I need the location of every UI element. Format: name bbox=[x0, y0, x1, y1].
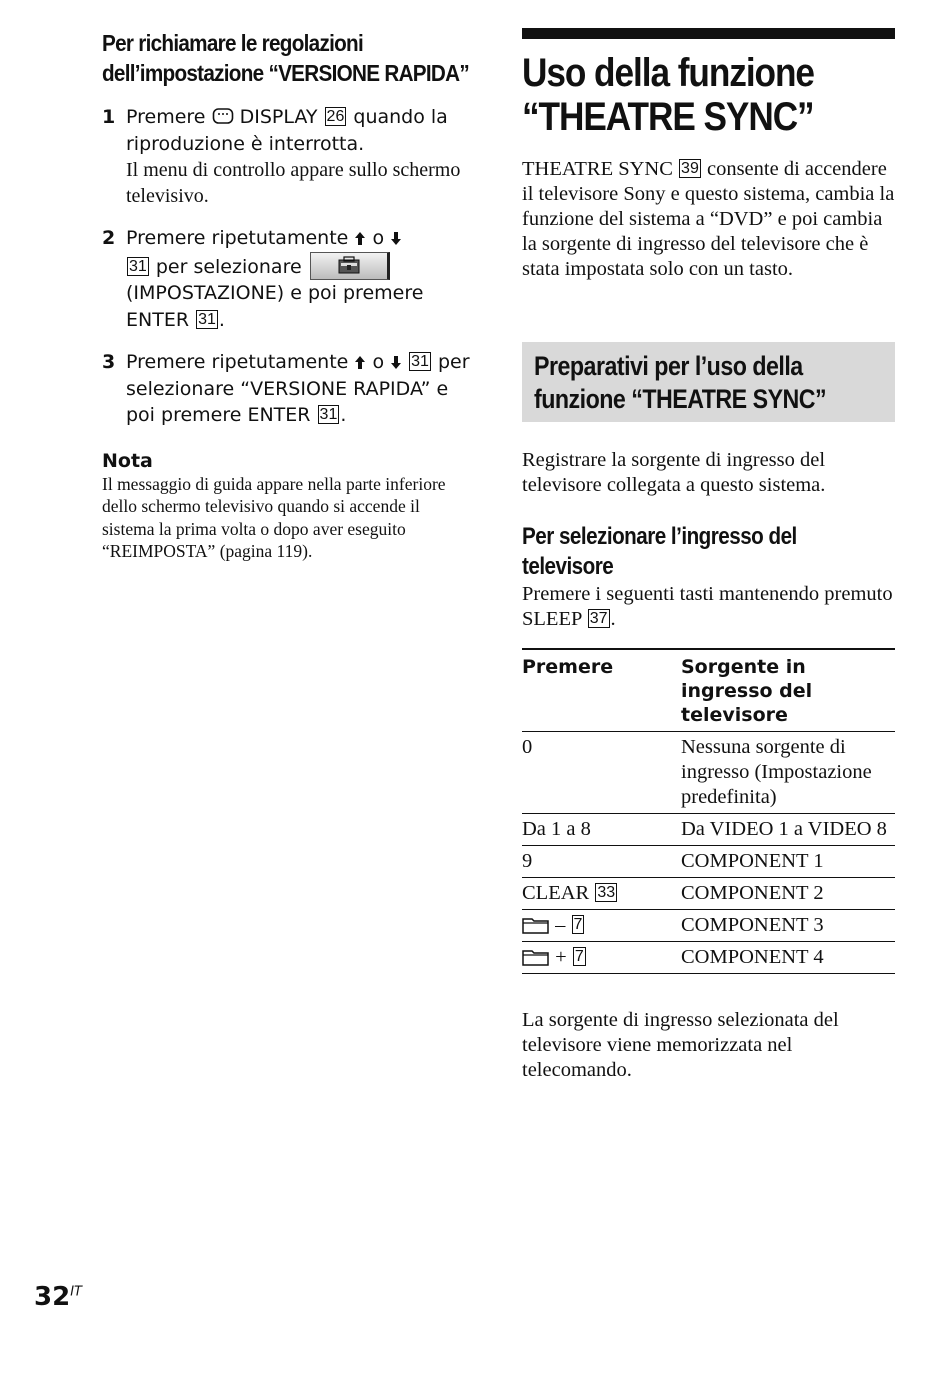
step-1 bbox=[102, 104, 474, 209]
key-number-badge: 31 bbox=[129, 257, 147, 275]
punctuation: . bbox=[610, 608, 616, 630]
step-text: o bbox=[372, 227, 385, 249]
section-heading-quick-setup bbox=[102, 28, 471, 88]
press-cell: Da 1 a 8 bbox=[522, 814, 681, 846]
press-text: CLEAR bbox=[522, 882, 590, 904]
press-sign: – bbox=[555, 914, 566, 936]
note-heading: Nota bbox=[102, 449, 153, 472]
arrow-down-icon bbox=[390, 231, 402, 246]
page-title bbox=[522, 51, 900, 139]
key-number-badge: 37 bbox=[589, 610, 608, 627]
step-text: quando la riproduzione è interrotta. bbox=[126, 106, 448, 155]
step-text: DISPLAY bbox=[239, 106, 318, 128]
heading-line: dell’impostazione “VERSIONE RAPIDA” bbox=[102, 60, 470, 86]
page-number-value: 32 bbox=[34, 1282, 71, 1312]
sleep-text: Premere i seguenti tasti mantenendo premuto SLEEP bbox=[522, 583, 893, 630]
step-number: 3 bbox=[102, 351, 116, 373]
steps-list bbox=[102, 104, 474, 429]
step-number: 1 bbox=[102, 106, 116, 128]
title-line: Uso della funzione bbox=[522, 51, 814, 95]
table-row bbox=[522, 910, 895, 942]
arrow-down-icon bbox=[390, 355, 402, 370]
section-heading bbox=[534, 350, 895, 416]
key-number-badge: 31 bbox=[411, 353, 429, 370]
step-text: (IMPOSTAZIONE) e poi premere ENTER bbox=[126, 282, 424, 331]
folder-icon bbox=[522, 948, 550, 966]
step-text: Premere ripetutamente bbox=[126, 227, 349, 249]
column-header-source: Sorgente in ingresso del televisore bbox=[681, 649, 895, 732]
section-top-rule bbox=[522, 28, 895, 39]
source-cell: COMPONENT 2 bbox=[681, 878, 895, 910]
step-3 bbox=[102, 349, 474, 429]
press-sign: + bbox=[555, 946, 567, 968]
key-number-badge: 39 bbox=[681, 160, 699, 177]
punctuation: . bbox=[218, 308, 225, 331]
key-number-badge: 31 bbox=[198, 310, 216, 328]
key-number-badge: 7 bbox=[573, 916, 583, 933]
source-cell: COMPONENT 3 bbox=[681, 910, 895, 942]
table-header-row bbox=[522, 649, 895, 732]
page-number bbox=[34, 1282, 82, 1312]
table-row bbox=[522, 732, 895, 814]
left-column bbox=[102, 28, 474, 563]
arrow-up-icon bbox=[354, 231, 366, 246]
intro-text: consente di accendere il televisore Sony e questo sistema, cambia la funzione del sistema a “DVD” e poi cambia la sorgente di ingresso del televisore che è stata impostata solo con un tasto. bbox=[522, 158, 895, 280]
press-cell: 9 bbox=[522, 846, 681, 878]
table-row bbox=[522, 846, 895, 878]
key-number-badge: 33 bbox=[597, 884, 616, 901]
sleep-paragraph bbox=[522, 582, 895, 632]
table-row bbox=[522, 942, 895, 974]
key-number-badge: 31 bbox=[319, 406, 338, 423]
step-text: o bbox=[372, 351, 385, 373]
step-text: Premere bbox=[126, 106, 206, 128]
intro-paragraph bbox=[522, 157, 895, 282]
step-sub-text: Il menu di controllo appare sullo schermo televisivo. bbox=[126, 159, 461, 207]
source-cell: Da VIDEO 1 a VIDEO 8 bbox=[681, 814, 895, 846]
section-heading-box bbox=[522, 342, 895, 422]
title-line: “THEATRE SYNC” bbox=[522, 95, 814, 139]
source-cell: COMPONENT 1 bbox=[681, 846, 895, 878]
footer-paragraph: La sorgente di ingresso selezionata del televisore viene memorizzata nel telecomando. bbox=[522, 1009, 839, 1081]
arrow-up-icon bbox=[354, 355, 366, 370]
heading-line: televisore bbox=[522, 553, 614, 580]
key-number-badge: 7 bbox=[574, 948, 584, 965]
step-text: per selezionare bbox=[155, 255, 302, 278]
right-column bbox=[522, 28, 895, 1083]
press-cell bbox=[522, 942, 681, 974]
step-text: per selezionare “VERSIONE RAPIDA” e poi premere ENTER bbox=[126, 351, 470, 426]
table-row bbox=[522, 814, 895, 846]
source-cell: COMPONENT 4 bbox=[681, 942, 895, 974]
sub-heading bbox=[522, 522, 883, 582]
source-cell: Nessuna sorgente di ingresso (Impostazione predefinita) bbox=[681, 732, 895, 814]
press-cell: 0 bbox=[522, 732, 681, 814]
step-2 bbox=[102, 225, 474, 333]
heading-line: Preparativi per l’uso della bbox=[534, 351, 803, 381]
note-text: Il messaggio di guida appare nella parte inferiore dello schermo televisivo quando si accende il sistema la prima volta o dopo aver eseguito “REIMPOSTA” (pagina 119). bbox=[102, 473, 446, 561]
punctuation: . bbox=[340, 404, 347, 426]
intro-text: THEATRE SYNC bbox=[522, 158, 673, 180]
heading-line: Per selezionare l’ingresso del bbox=[522, 523, 797, 550]
folder-icon bbox=[522, 916, 550, 934]
input-source-table bbox=[522, 648, 895, 974]
display-icon bbox=[212, 107, 234, 125]
column-header-press: Premere bbox=[522, 649, 681, 732]
key-number-badge: 26 bbox=[326, 108, 345, 125]
heading-line: Per richiamare le regolazioni bbox=[102, 30, 363, 56]
heading-line: funzione “THEATRE SYNC” bbox=[534, 384, 827, 414]
step-number: 2 bbox=[102, 227, 116, 249]
press-cell bbox=[522, 910, 681, 942]
table-row bbox=[522, 878, 895, 910]
page-language-suffix: IT bbox=[70, 1284, 82, 1300]
step-text: Premere ripetutamente bbox=[126, 351, 349, 373]
press-cell bbox=[522, 878, 681, 910]
register-paragraph: Registrare la sorgente di ingresso del televisore collegata a questo sistema. bbox=[522, 449, 826, 496]
setup-toolbox-icon bbox=[310, 252, 390, 280]
